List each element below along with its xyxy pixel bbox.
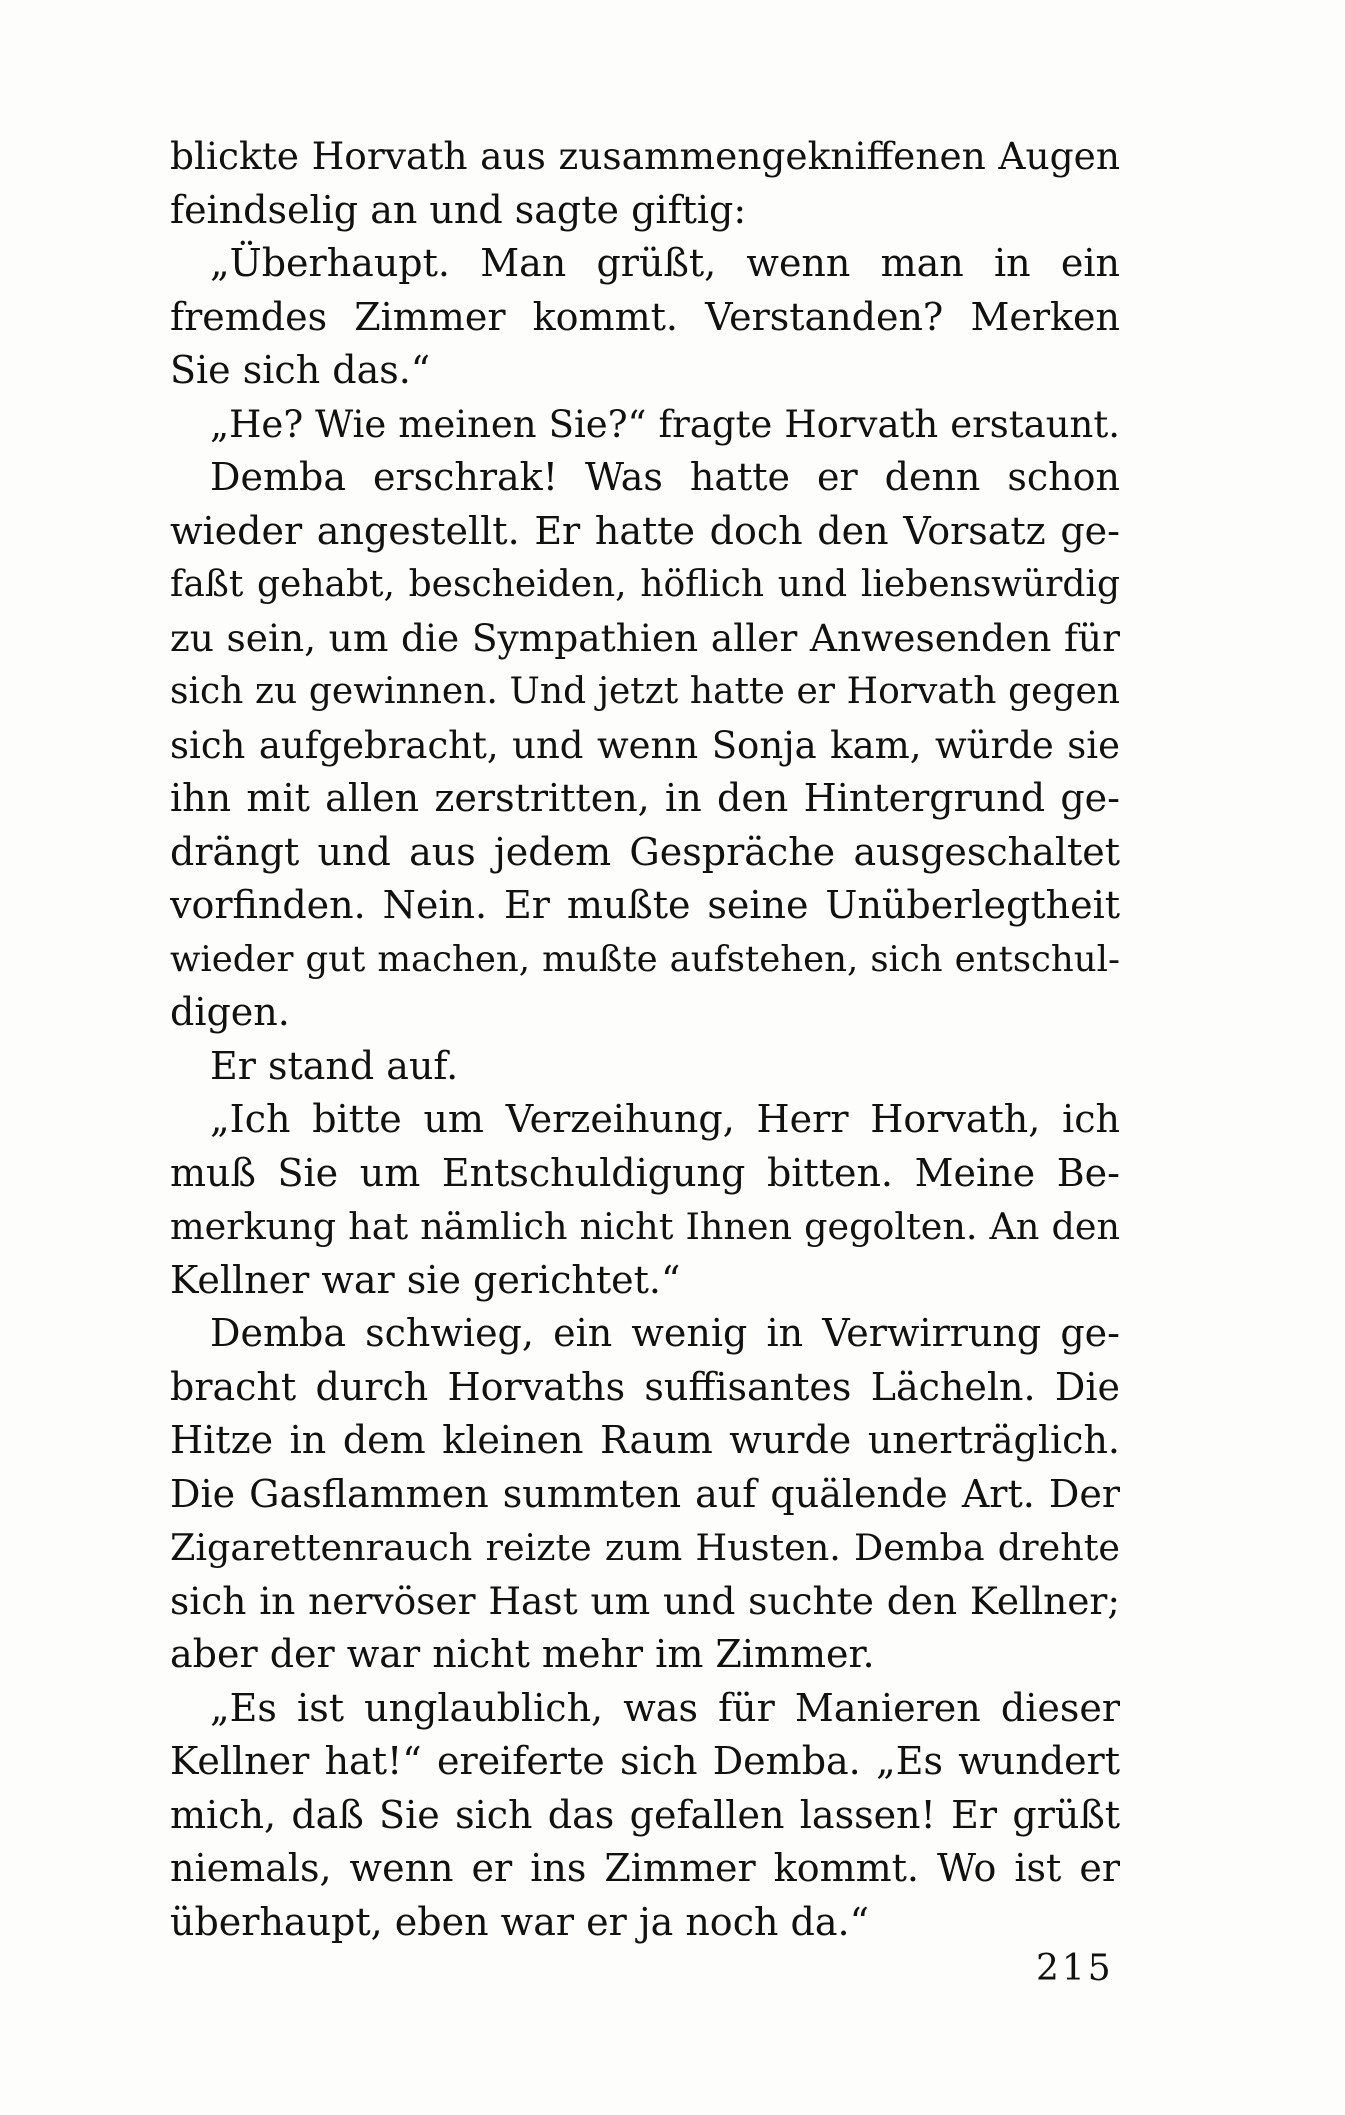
text-line: Demba erschrak! Was hatte er denn schon <box>210 455 1120 499</box>
text-line: „He? Wie meinen Sie?“ fragte Horvath erstaunt. <box>210 402 1120 446</box>
text-line: niemals, wenn er ins Zimmer kommt. Wo ist er <box>170 1846 1120 1890</box>
text-line: Hitze in dem kleinen Raum wurde unerträglich. <box>170 1418 1120 1462</box>
text-line: Die Gasflammen summten auf quälende Art. Der <box>170 1471 1120 1516</box>
text-line: sich zu gewinnen. Und jetzt hatte er Horvath gegen <box>170 671 1120 712</box>
text-line: Kellner war sie gerichtet.“ <box>170 1257 681 1302</box>
text-line: digen. <box>170 990 290 1034</box>
text-line: „Ich bitte um Verzeihung, Herr Horvath, ich <box>210 1097 1120 1141</box>
text-line: wieder gut machen, mußte aufstehen, sich entschul- <box>170 938 1120 980</box>
body-text <box>170 130 1120 1949</box>
text-line: drängt und aus jedem Gespräche ausgeschaltet <box>170 829 1120 874</box>
text-line: Demba schwieg, ein wenig in Verwirrung ge- <box>210 1311 1120 1355</box>
text-line: Zigarettenrauch reizte zum Husten. Demba drehte <box>170 1526 1120 1569</box>
text-line: mich, daß Sie sich das gefallen lassen! Er grüßt <box>170 1792 1120 1837</box>
text-line: „Überhaupt. Man grüßt, wenn man in ein <box>210 241 1120 285</box>
text-line: ihn mit allen zerstritten, in den Hintergrund ge- <box>170 776 1120 820</box>
text-line: sich in nervöser Hast um und suchte den Kellner; <box>170 1578 1120 1623</box>
text-line: vorfinden. Nein. Er mußte seine Unüberlegtheit <box>170 883 1120 927</box>
text-line: feindselig an und sagte giftig: <box>170 187 747 232</box>
text-line: fremdes Zimmer kommt. Verstanden? Merken <box>170 294 1120 339</box>
text-line: „Es ist unglaublich, was für Manieren dieser <box>210 1685 1120 1730</box>
text-line: überhaupt, eben war er ja noch da.“ <box>170 1899 870 1944</box>
text-line: muß Sie um Entschuldigung bitten. Meine Be- <box>170 1150 1120 1195</box>
text-line: sich aufgebracht, und wenn Sonja kam, würde sie <box>170 723 1120 767</box>
text-line: zu sein, um die Sympathien aller Anwesenden für <box>170 615 1120 660</box>
page-number: 215 <box>1036 1948 1114 1989</box>
text-line: merkung hat nämlich nicht Ihnen gegolten. An den <box>170 1205 1120 1248</box>
text-line: faßt gehabt, bescheiden, höflich und liebenswürdig <box>170 564 1120 605</box>
text-line: blickte Horvath aus zusammengekniffenen Augen <box>170 134 1120 178</box>
text-line: Sie sich das.“ <box>170 348 431 392</box>
text-line: bracht durch Horvaths suffisantes Lächeln. Die <box>170 1364 1120 1409</box>
text-line: aber der war nicht mehr im Zimmer. <box>170 1632 875 1676</box>
text-line: Kellner hat!“ ereiferte sich Demba. „Es wundert <box>170 1739 1120 1783</box>
text-line: Er stand auf. <box>210 1043 459 1088</box>
text-line: wieder angestellt. Er hatte doch den Vorsatz ge- <box>170 508 1120 553</box>
